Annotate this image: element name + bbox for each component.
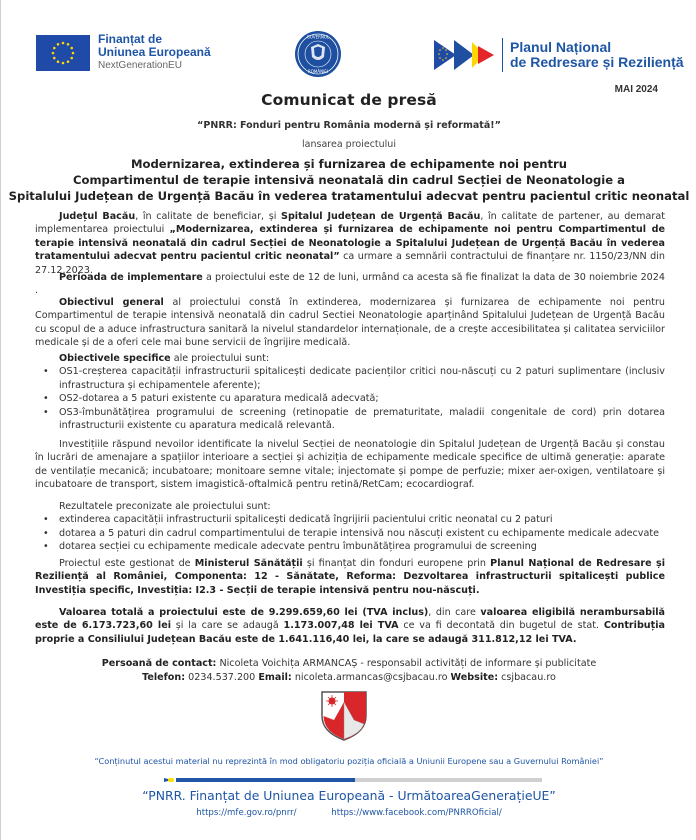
list-item: • OS3-îmbunătățirea programului de screening (retinopatie de prematuritate, maladii congenitale de cord) prin dotarea infrastructurii existente cu aparatura medicală relevantă. — [35, 406, 665, 433]
project-title — [1, 156, 696, 204]
project-name: „Modernizarea, extinderea și furnizarea de echipamente noi pentru Compartimentul de terapie intensivă neonatală din cadrul Secției de Neonatologie a Spitalului Județean de Urgență Bacău în vederea tratamentului adecvat pentru pacientul critic neonatal” — [35, 224, 665, 263]
partner: Spitalul Județean de Urgență Bacău — [281, 211, 481, 222]
eligible-value: valoarea eligibilă nerambursabilă este de 6.173.723,60 lei — [35, 607, 665, 632]
facebook-pnrr-link[interactable]: https://www.facebook.com/PNRROficial/ — [331, 808, 502, 818]
own-contribution: Contribuția proprie a Consiliului Județean Bacău este de 1.641.116,40 lei, la care se adaugă 311.812,12 lei TVA. — [35, 620, 665, 645]
management-paragraph — [35, 557, 665, 597]
list-item: • OS1-creșterea capacității infrastructurii spitalicești dedicate pacienților critici nou-născuți cu 2 paturi suplimentare (inclusiv infrastructura și echipamentele aferente); — [35, 365, 665, 392]
eu-logo-line2: Uniunea Europeană — [98, 45, 211, 59]
guvernul-romaniei-seal-icon — [294, 30, 342, 78]
specific-objectives-list — [35, 365, 665, 432]
list-item: • OS2-dotarea a 5 paturi existente cu aparatura medicală adecvată; — [35, 392, 665, 405]
list-item: • dotarea a 5 paturi din cadrul compartimentului de terapie intensivă nou născuți existent cu echipamente medicale adecvate — [35, 527, 665, 540]
intro-text-2: , în calitate de partener, au demarat implementarea proiectului — [35, 211, 665, 236]
results-list — [35, 513, 665, 553]
contact-block — [1, 657, 696, 685]
pnrr-component: Planul Național de Redresare și Reziliență al României, Componenta: 12 - Sănătate, Reforma: Dezvoltarea infrastructurii spitalicești publice Investiția specific, Investiția: I2.3 - Secții de terapie intensivă pentru nou-născuți. — [35, 558, 666, 596]
value-text-3: ce va fi decontată din bugetul de stat. — [398, 620, 604, 632]
pnrr-arrows-icon — [434, 40, 496, 70]
bacau-county-crest-icon — [320, 690, 368, 742]
footer-slogan: “PNRR. Finanțat de Uniunea Europeană - UrmătoareaGenerațieUE” — [142, 788, 556, 803]
management-text-2: și finanțat din fonduri europene prin — [302, 558, 491, 569]
investments-paragraph: Investițiile răspund nevoilor identificate la nivelul Secției de neonatologie din Spitalul Județean de Urgență Bacău și constau în lucrări de amenajare a spațiilor interioare a secției și achiziția de echipamente medicale specifice de ultimă generație: aparate de ventilație mecanică; incubatoare; monitoare semne vitale; injectomate și pompe de perfuzie; mixer aer-oxigen, ventilatoare și incubatoare de transport, sistem imagistică-oftalmică pentru retină/RetCam; ecocardiograf. — [35, 439, 665, 491]
project-title-line2: Compartimentul de terapie intensivă neonatală din cadrul Secției de Neonatologie a — [72, 173, 626, 187]
general-objective-label: Obiectivul general — [59, 297, 164, 308]
mfe-pnrr-link[interactable]: https://mfe.gov.ro/pnrr/ — [196, 808, 297, 818]
phone-label: Telefon: — [142, 672, 186, 683]
contact-person-line — [1, 657, 696, 671]
project-title-line3: Spitalului Județean de Urgență Bacău în vederea tratamentului adecvat pentru pacientul critic neonatal — [8, 189, 690, 203]
website-label: Website: — [450, 672, 499, 683]
results-intro: Rezultatele preconizate ale proiectului sunt: — [59, 501, 271, 512]
vat-value: 1.173.007,48 lei TVA — [283, 620, 399, 632]
contact-details-line — [1, 671, 696, 685]
svg-text:ROMÂNIEI: ROMÂNIEI — [308, 69, 328, 74]
management-text-1: Proiectul este gestionat de — [59, 558, 195, 569]
specific-objectives-intro-text: ale proiectului sunt: — [170, 353, 270, 364]
page-title: Comunicat de presă — [261, 91, 437, 109]
eu-logo-line3: NextGenerationEU — [98, 60, 182, 71]
pnrr-logo-line2: de Redresare și Reziliență — [510, 54, 684, 70]
period-paragraph — [35, 271, 665, 298]
pnrr-logo-line1: Planul Național — [510, 39, 612, 55]
contact-person-label: Persoană de contact: — [101, 658, 217, 669]
eu-funding-logo — [36, 33, 211, 72]
pnrr-logo-separator — [502, 38, 503, 72]
footer-bar-grey — [355, 778, 542, 782]
pnrr-footer-bar — [164, 778, 542, 782]
email-label: Email: — [258, 672, 292, 683]
general-objective-text: al proiectului constă în extinderea, modernizarea și furnizarea de echipamente noi pentru Compartimentul de terapie intensivă neonatală din cadrul Sectiei Neonatologie aparținând Spitalului Județean de Urgență Bacău cu scopul de a aduce infrastructura sanitară la nivelul standardelor internaționale, de a crește accesibilitatea și calitatea serviciilor medicale și de a oferi cele mai bune servicii de îngrijire medicală. — [35, 297, 665, 349]
specific-objectives-intro — [35, 352, 665, 365]
value-paragraph — [35, 606, 665, 646]
disclaimer: “Conținutul acestui material nu reprezintă în mod obligatoriu poziția oficială a Uniunii Europene sau a Guvernului României” — [94, 756, 604, 766]
footer-yellow-mark — [168, 778, 174, 782]
header-logos — [1, 30, 696, 80]
total-value: Valoarea totală a proiectului este de 9.299.659,60 lei (TVA inclus) — [59, 607, 429, 618]
phone-value: 0234.537.200 — [185, 672, 259, 683]
beneficiary: Județul Bacău — [59, 211, 136, 222]
website-link[interactable]: csjbacau.ro — [498, 672, 556, 683]
release-date: MAI 2024 — [614, 84, 658, 95]
pnrr-logo — [434, 38, 684, 72]
value-text-1: , din care — [428, 607, 481, 618]
intro-paragraph — [35, 210, 665, 277]
eu-logo-line1: Finanțat de — [98, 32, 163, 46]
footer-links — [1, 808, 696, 818]
value-text-2: și la care se adaugă — [171, 620, 284, 632]
slogan: “PNRR: Fonduri pentru România modernă și reformată!” — [197, 120, 501, 131]
eu-flag-icon — [36, 35, 90, 71]
specific-objectives-section — [35, 352, 665, 432]
general-objective-paragraph — [35, 296, 665, 350]
period-text: a proiectului este de 12 de luni, urmând ca acesta să fie finalizat la data de 30 noiembrie 2024 . — [35, 272, 665, 297]
footer-bar-blue — [176, 778, 355, 782]
intro-text-3: ca urmare a semnării contractului de finanțare nr. 1150/23/NN din 27.12.2023. — [35, 251, 665, 276]
ministry: Ministerul Sănătății — [194, 558, 303, 569]
list-item: • extinderea capacității infrastructurii spitalicești dedicată îngrijirii pacientului critic neonatal cu 2 paturi — [35, 513, 665, 526]
intro-text-1: , în calitate de beneficiar, și — [135, 211, 282, 222]
results-section — [35, 500, 665, 554]
specific-objectives-label: Obiectivele specifice — [59, 353, 171, 364]
project-title-line1: Modernizarea, extinderea și furnizarea de echipamente noi pentru — [131, 157, 567, 171]
contact-person-value: Nicoleta Voichița ARMANCAȘ - responsabil activități de informare și publicitate — [216, 658, 597, 669]
launch-label: lansarea proiectului — [302, 139, 396, 150]
period-label: Perioada de implementare — [59, 272, 203, 283]
list-item: • dotarea secției cu echipamente medicale adecvate pentru îmbunătățirea programului de screening — [35, 540, 665, 553]
email-link[interactable]: nicoleta.armancas@csjbacau.ro — [291, 672, 451, 683]
svg-text:GUVERNUL: GUVERNUL — [306, 34, 330, 40]
